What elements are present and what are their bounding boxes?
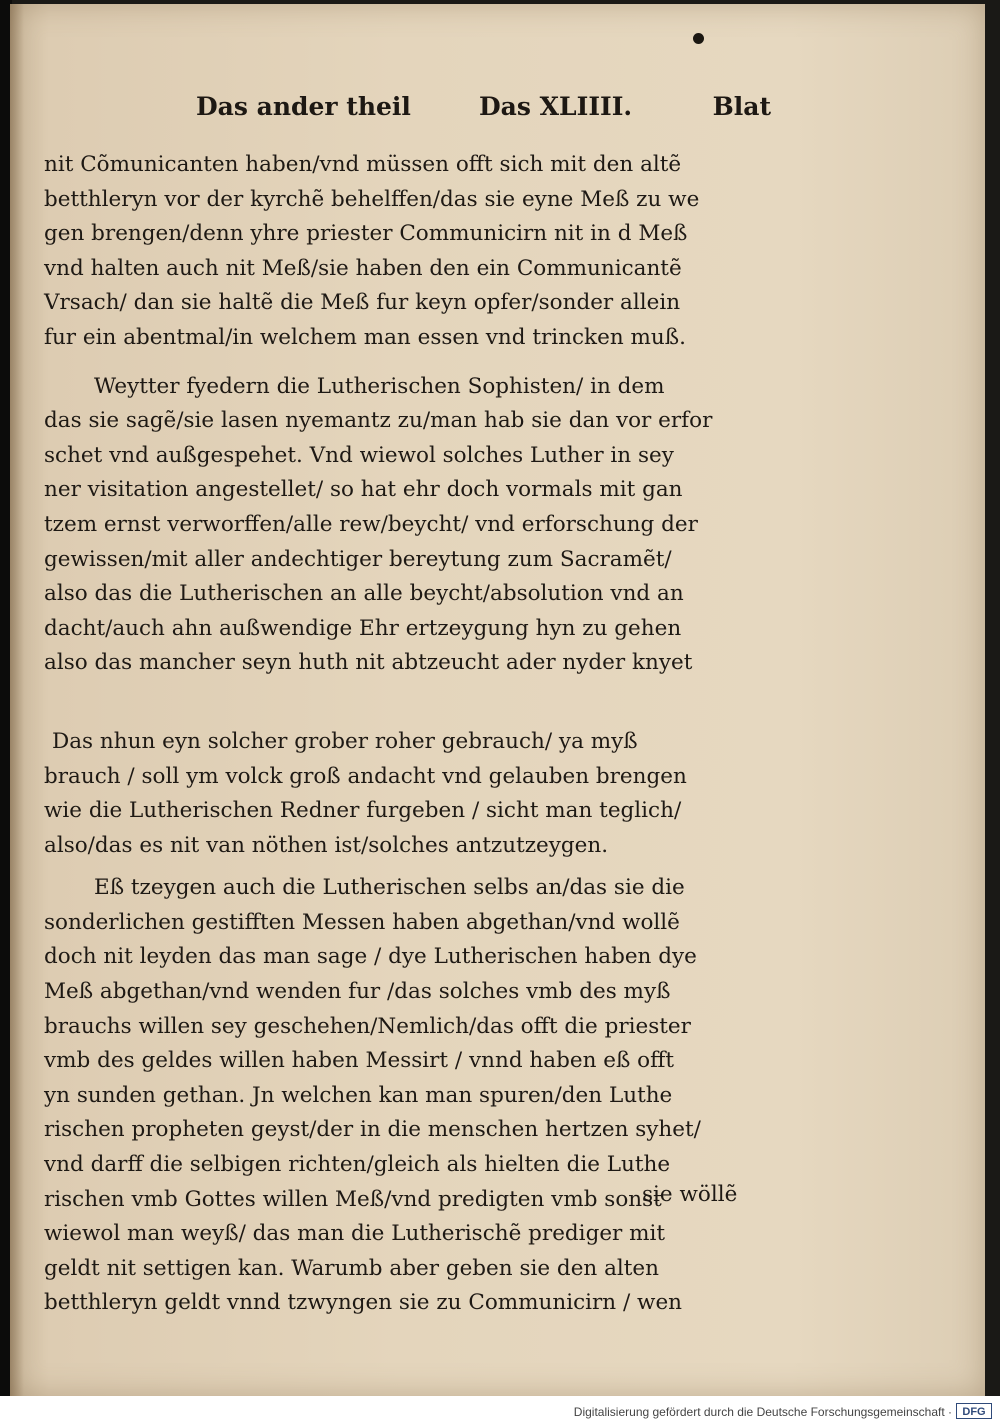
text-line: das sie sagẽ/sie lasen nyemantz zu/man hab sie dan vor erfor bbox=[44, 408, 713, 434]
text-line: tzem ernst verworffen/alle rew/beycht/ vnd erforschung der bbox=[44, 511, 698, 537]
text-line: nit Cõmunicanten haben/vnd müssen offt sich mit den altẽ bbox=[44, 152, 682, 177]
text-line: fur ein abentmal/in welchem man essen vnd trincken muß. bbox=[44, 324, 686, 350]
running-head bbox=[196, 92, 771, 128]
text-line: ner visitation angestellet/ so hat ehr doch vormals mit gan bbox=[44, 477, 683, 503]
text-line: gen brengen/denn yhre priester Communicirn nit in d Meß bbox=[44, 221, 688, 247]
text-line: dacht/auch ahn außwendige Ehr ertzeygung hyn zu gehen bbox=[44, 615, 682, 641]
text-line: vmb des geldes willen haben Messirt / vnnd haben eß offt bbox=[44, 1048, 675, 1074]
text-line: wie die Lutherischen Redner furgeben / sicht man teglich/ bbox=[44, 798, 682, 824]
text-line: vnd halten auch nit Meß/sie haben den ein Communicantẽ bbox=[44, 255, 682, 281]
dfg-logo: DFG bbox=[956, 1403, 992, 1419]
body-text bbox=[44, 148, 784, 1321]
running-head-left: Das ander theil bbox=[196, 92, 411, 121]
text-line: sonderlichen gestifften Messen haben abgethan/vnd wollẽ bbox=[44, 909, 680, 935]
text-line: brauch / soll ym volck groß andacht vnd gelauben brengen bbox=[44, 763, 687, 789]
text-line: Eß tzeygen auch die Lutherischen selbs an/das sie die bbox=[94, 875, 685, 901]
text-line: gewissen/mit aller andechtiger bereytung zum Sacramẽt/ bbox=[44, 546, 672, 572]
paragraph-3 bbox=[44, 725, 784, 863]
ink-dot-mark bbox=[693, 33, 704, 44]
text-line: schet vnd außgespehet. Vnd wiewol solches Luther in sey bbox=[44, 442, 674, 468]
footer-bar bbox=[0, 1396, 1000, 1427]
text-line: also das mancher seyn huth nit abtzeucht ader nyder knyet bbox=[44, 650, 693, 676]
paragraph-1 bbox=[44, 148, 784, 356]
text-line: wiewol man weyß/ das man die Lutherischẽ prediger mit bbox=[44, 1221, 666, 1247]
text-line: also/das es nit van nöthen ist/solches antzutzeygen. bbox=[44, 832, 609, 858]
text-line: geldt nit settigen kan. Warumb aber geben sie den alten bbox=[44, 1255, 660, 1281]
text-line: yn sunden gethan. Jn welchen kan man spuren/den Luthe bbox=[44, 1082, 673, 1108]
text-line: Weytter fyedern die Lutherischen Sophisten/ in dem bbox=[94, 373, 665, 399]
text-line: doch nit leyden das man sage / dye Lutherischen haben dye bbox=[44, 944, 697, 970]
running-head-right: Blat bbox=[712, 92, 771, 121]
text-line: rischen vmb Gottes willen Meß/vnd predigten vmb sonst bbox=[44, 1186, 662, 1212]
text-line: betthleryn geldt vnnd tzwyngen sie zu Communicirn / wen bbox=[44, 1290, 683, 1316]
folio-number: Das XLIIII. bbox=[479, 92, 633, 121]
text-line: Meß abgethan/vnd wenden fur /das solches vmb des myß bbox=[44, 979, 671, 1005]
text-line: vnd darff die selbigen richten/gleich als hielten die Luthe bbox=[44, 1152, 671, 1178]
text-line: brauchs willen sey geschehen/Nemlich/das offt die priester bbox=[44, 1013, 691, 1039]
paragraph-2 bbox=[44, 370, 784, 681]
funding-credit: Digitalisierung gefördert durch die Deutsche Forschungsgemeinschaft · bbox=[573, 1405, 952, 1419]
text-line: betthleryn vor der kyrchẽ behelffen/das sie eyne Meß zu we bbox=[44, 186, 700, 212]
text-line: also das die Lutherischen an alle beycht/absolution vnd an bbox=[44, 581, 684, 607]
catchword: sie wöllẽ bbox=[642, 1182, 738, 1207]
text-line: rischen propheten geyst/der in die menschen hertzen syhet/ bbox=[44, 1117, 701, 1143]
text-line: Vrsach/ dan sie haltẽ die Meß fur keyn opfer/sonder allein bbox=[44, 290, 681, 316]
paragraph-4 bbox=[44, 871, 784, 1321]
text-line: Das nhun eyn solcher grober roher gebrauch/ ya myß bbox=[52, 728, 638, 754]
